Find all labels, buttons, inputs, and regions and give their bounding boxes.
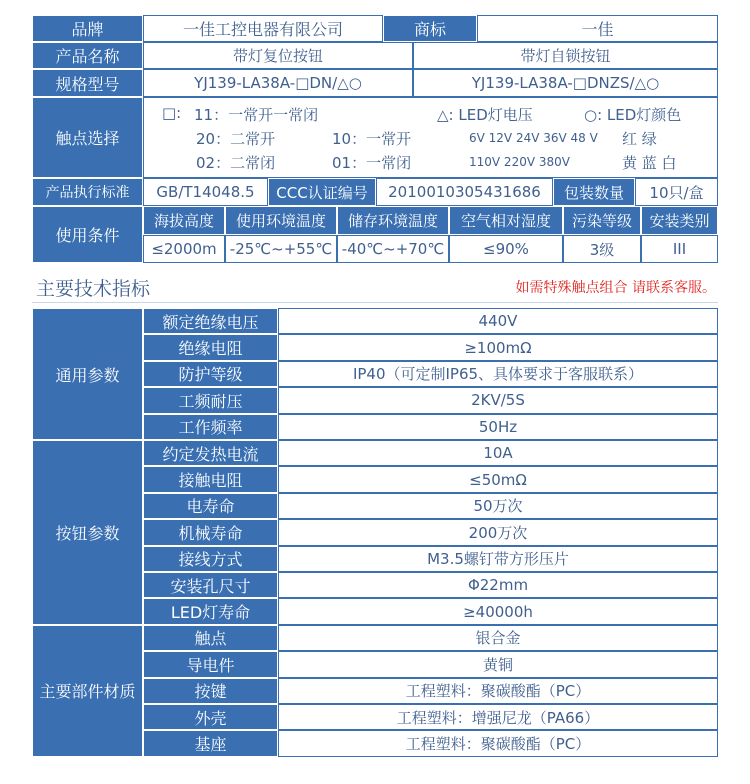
model-latch: YJ139-LA38A-□DNZS/△○ [413, 69, 718, 97]
spec-value: 10A [278, 440, 718, 466]
brand-label: 品牌 [32, 15, 143, 42]
spec-label: 导电件 [143, 651, 278, 677]
condition-label: 储存环境温度 [337, 206, 449, 235]
spec-label: 约定发热电流 [143, 440, 278, 466]
condition-label: 海拔高度 [143, 206, 225, 235]
standard-value: GB/T14048.5 [143, 178, 268, 206]
spec-value: M3.5螺钉带方形压片 [278, 546, 718, 572]
square-symbol: □: [162, 104, 182, 122]
spec-value: ≥40000h [278, 598, 718, 624]
spec-label: LED灯寿命 [143, 598, 278, 624]
condition-value: ≤2000m [143, 235, 225, 263]
contact-10: 10：一常开 [332, 130, 412, 148]
spec-label: 触点 [143, 625, 278, 651]
contact-01: 01：一常闭 [332, 154, 412, 172]
spec-value: Φ22mm [278, 572, 718, 598]
contact-20: 20：二常开 [196, 130, 276, 148]
spec-value: 银合金 [278, 625, 718, 651]
condition-value: -40℃~+70℃ [337, 235, 449, 263]
section-title: 主要技术指标 [36, 278, 151, 300]
spec-value: 50Hz [278, 414, 718, 440]
ccc-label: CCC认证编号 [268, 178, 376, 206]
color-options-1: 红 绿 [622, 130, 657, 148]
condition-label: 使用环境温度 [225, 206, 337, 235]
spec-value: ≥100mΩ [278, 334, 718, 360]
standard-label: 产品执行标准 [32, 178, 143, 206]
product-name-reset: 带灯复位按钮 [143, 42, 413, 69]
trademark-label: 商标 [383, 15, 477, 42]
contact-02: 02：二常闭 [196, 154, 276, 172]
conditions-label: 使用条件 [32, 206, 143, 263]
spec-value: 50万次 [278, 493, 718, 519]
package-value: 10只/盒 [635, 178, 718, 206]
spec-value: ≤50mΩ [278, 466, 718, 492]
spec-label: 额定绝缘电压 [143, 308, 278, 334]
condition-label: 污染等级 [563, 206, 641, 235]
condition-value: ≤90% [449, 235, 563, 263]
spec-value: 黄铜 [278, 651, 718, 677]
led-voltage-legend: △: LED灯电压 [437, 106, 533, 124]
spec-value: 2KV/5S [278, 387, 718, 413]
ac-voltage-options: 110V 220V 380V [469, 155, 570, 169]
spec-value: 200万次 [278, 519, 718, 545]
spec-label: 防护等级 [143, 361, 278, 387]
package-label: 包装数量 [553, 178, 635, 206]
spec-value: 工程塑料：聚碳酸酯（PC） [278, 730, 718, 756]
contact-options [143, 97, 718, 178]
spec-label: 基座 [143, 730, 278, 756]
spec-label: 机械寿命 [143, 519, 278, 545]
spec-value: 工程塑料：增强尼龙（PA66） [278, 704, 718, 730]
spec-label: 工频耐压 [143, 387, 278, 413]
button-params-label: 按钮参数 [32, 440, 143, 625]
model-label: 规格型号 [32, 69, 143, 97]
condition-value: -25℃~+55℃ [225, 235, 337, 263]
spec-label: 外壳 [143, 704, 278, 730]
spec-value: 工程塑料：聚碳酸酯（PC） [278, 678, 718, 704]
ccc-value: 2010010305431686 [376, 178, 553, 206]
dc-voltage-options: 6V 12V 24V 36V 48 V [469, 131, 598, 145]
spec-label: 电寿命 [143, 493, 278, 519]
led-color-legend: ○: LED灯颜色 [584, 106, 682, 124]
spec-value: 440V [278, 308, 718, 334]
contact-11: 11：一常开一常闭 [194, 106, 319, 124]
spec-label: 绝缘电阻 [143, 334, 278, 360]
brand-value: 一佳工控电器有限公司 [143, 15, 383, 42]
spec-label: 接线方式 [143, 546, 278, 572]
product-name-latch: 带灯自锁按钮 [413, 42, 718, 69]
general-params-label: 通用参数 [32, 308, 143, 440]
section-divider [32, 302, 718, 303]
spec-label: 安装孔尺寸 [143, 572, 278, 598]
condition-value: 3级 [563, 235, 641, 263]
material-params-label: 主要部件材质 [32, 625, 143, 757]
condition-label: 安装类别 [641, 206, 718, 235]
spec-label: 按键 [143, 678, 278, 704]
condition-value: III [641, 235, 718, 263]
contact-label: 触点选择 [32, 97, 143, 178]
special-contact-note: 如需特殊触点组合 请联系客服。 [515, 280, 716, 296]
condition-label: 空气相对湿度 [449, 206, 563, 235]
trademark-value: 一佳 [477, 15, 718, 42]
product-name-label: 产品名称 [32, 42, 143, 69]
spec-value: IP40（可定制IP65、具体要求于客服联系） [278, 361, 718, 387]
spec-label: 工作频率 [143, 414, 278, 440]
model-reset: YJ139-LA38A-□DN/△○ [143, 69, 413, 97]
color-options-2: 黄 蓝 白 [622, 154, 677, 172]
spec-label: 接触电阻 [143, 466, 278, 492]
